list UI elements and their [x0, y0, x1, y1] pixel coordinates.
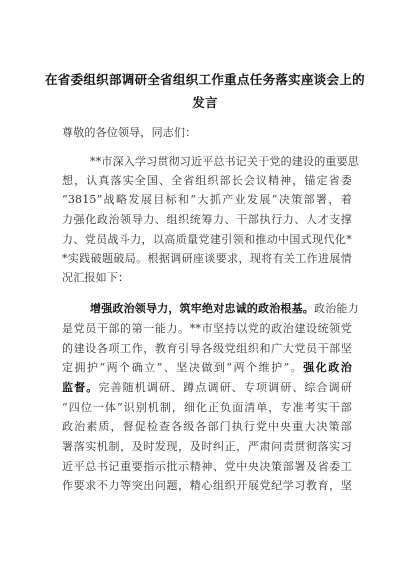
sub-heading-part-a: 强化政治 [303, 361, 352, 374]
intro-line: *实践破题破局。根据调研座谈要求，现将有关工作进展情 [62, 252, 352, 265]
section-1-heading-rest: 政治能力 [314, 302, 359, 315]
section-1-line: 近平总书记重要指示批示精神、党中央决策部署及省委工 [62, 460, 352, 473]
section-1-line: 是党员干部的第一能力。**市坚持以党的政治建设统领党 [62, 322, 352, 335]
intro-line: “3815”战略发展目标和“大抓产业发展”决策部署，着 [62, 193, 352, 206]
document-title-line-1: 在省委组织部调研全省组织工作重点任务落实座谈会上的 [44, 72, 365, 87]
section-1-line: 政治素质，督促检查各级各部门执行党中央重大决策部 [62, 420, 352, 433]
section-1-first-line [90, 302, 359, 316]
section-1-line [62, 361, 352, 375]
section-1-line: “四位一体”识别机制，细化正负面清单，专准考实干部 [62, 401, 352, 414]
section-1-heading: 增强政治领导力，筑牢绝对忠诚的政治根基。 [90, 302, 314, 315]
intro-line: 力、党员战斗力，以高质量党建引领和推动中国式现代化* [62, 233, 352, 246]
intro-line: 力强化政治领导力、组织统筹力、干部执行力、人才支撑 [62, 213, 352, 226]
intro-line: 况汇报如下： [62, 271, 130, 284]
salutation: 尊敬的各位领导，同志们： [62, 126, 197, 139]
section-1-line-text: 定拥护“两个确立”、坚决做到“两个维护”。 [62, 361, 304, 374]
document-title-line-2: 发言 [192, 95, 218, 110]
intro-line: 想，认真落实全国、全省组织部长会议精神，锚定省委 [62, 174, 352, 187]
sub-heading-part-b: 监督。 [62, 381, 99, 394]
section-1-line: 的建设各项工作，教育引导各级党组织和广大党员干部坚 [62, 342, 352, 355]
intro-line: **市深入学习贯彻习近平总书记关于党的建设的重要思 [90, 155, 359, 168]
section-1-line: 署落实机制，及时发现，及时纠正，严肃问责贯彻落实习 [62, 440, 352, 453]
sub-heading-continued: 完善随机调研、蹲点调研、专项调研、综合调研 [98, 381, 352, 394]
section-1-line: 作要求不力等突出问题，精心组织开展党纪学习教育，坚 [62, 479, 352, 492]
sub-heading-line [62, 381, 352, 395]
